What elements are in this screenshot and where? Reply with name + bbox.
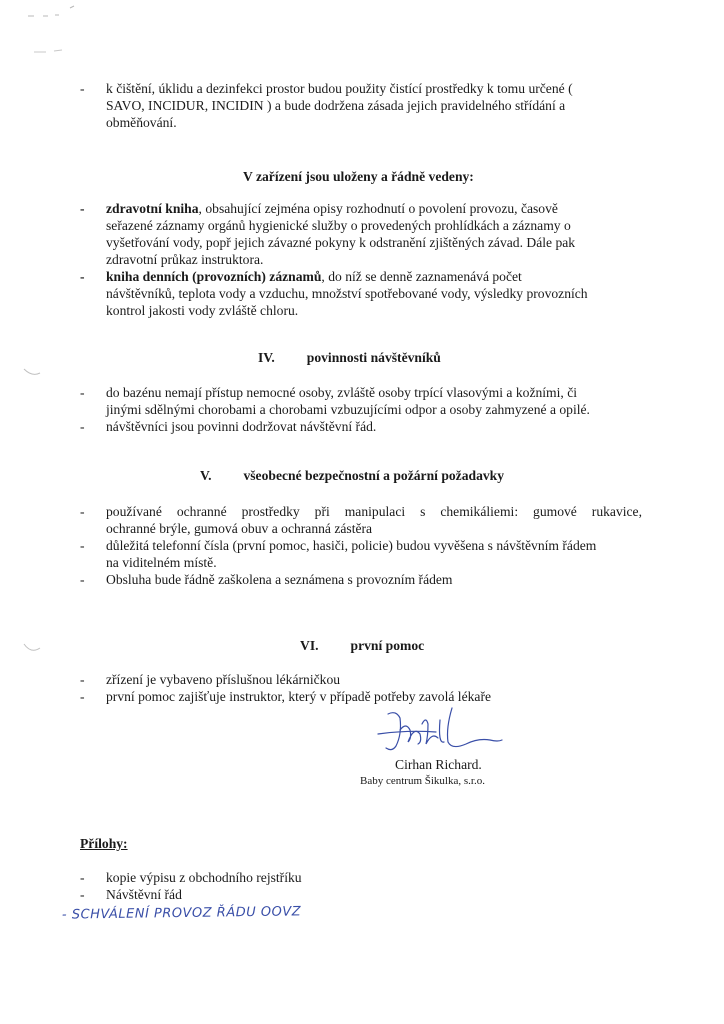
- text-line: SAVO, INCIDUR, INCIDIN ) a bude dodržena zásada jejich pravidelného střídání a: [106, 98, 566, 113]
- list-item-text: [106, 503, 642, 537]
- text-line: do bazénu nemají přístup nemocné osoby, zvláště osoby trpící vlasovými a kožními, či: [106, 385, 578, 400]
- text-line: důležitá telefonní čísla (první pomoc, hasiči, policie) budou vyvěšena s návštěvním řádem: [106, 538, 597, 553]
- records-section-heading: V zařízení jsou uloženy a řádně vedeny:: [243, 169, 474, 184]
- list-item-text: [106, 268, 588, 319]
- punch-hole-mark: [22, 642, 42, 656]
- text-line: zřízení je vybaveno příslušnou lékárničkou: [106, 672, 341, 687]
- text-line: na viditelném místě.: [106, 555, 217, 570]
- section-title: povinnosti návštěvníků: [306, 350, 441, 365]
- text-line: první pomoc zajišťuje instruktor, který v případě potřeby zavolá lékaře: [106, 689, 492, 704]
- scan-artifact-marks: [10, 0, 90, 60]
- text-line: jinými sdělnými chorobami a chorobami vzbuzujícími odpor a osoby zahmyzené a opilé.: [106, 402, 590, 417]
- text-line: návštěvníci jsou povinni dodržovat návštěvní řád.: [106, 419, 377, 434]
- term-bold: zdravotní kniha: [106, 201, 199, 216]
- term-bold: kniha denních (provozních) záznamů: [106, 269, 322, 284]
- section-title: první pomoc: [350, 638, 425, 653]
- list-item-text: [106, 537, 596, 571]
- list-item-text: [106, 571, 453, 588]
- section-number: V.: [200, 468, 212, 483]
- text-line: návštěvníků, teplota vody a vzduchu, množství spotřebované vody, výsledky provozních: [106, 286, 588, 301]
- attachments-heading: Přílohy:: [80, 836, 128, 851]
- section-number: IV.: [258, 350, 275, 365]
- section-title: všeobecné bezpečnostní a požární požadavky: [243, 468, 505, 483]
- signatory-company: Baby centrum Šikulka, s.r.o.: [360, 775, 485, 787]
- list-bullet: -: [80, 504, 85, 519]
- text-line: , obsahující zejména opisy rozhodnutí o povolení provozu, časově: [198, 201, 558, 216]
- section-v-heading: [200, 467, 504, 484]
- list-bullet: -: [80, 887, 85, 902]
- signatory-name: Cirhan Richard.: [395, 757, 482, 772]
- text-line: , do níž se denně zaznamenává počet: [321, 269, 522, 284]
- list-bullet: -: [80, 672, 85, 687]
- list-bullet: -: [80, 419, 85, 434]
- section-number: VI.: [300, 638, 319, 653]
- list-bullet: -: [80, 201, 85, 216]
- list-item-text: [106, 200, 575, 268]
- handwritten-signature: [366, 700, 506, 762]
- text-line: zdravotní průkaz instruktora.: [106, 252, 264, 267]
- list-item-text: [106, 384, 590, 418]
- list-item-text: [106, 418, 376, 435]
- list-bullet: -: [80, 572, 85, 587]
- handwritten-attachment-note: - SCHVÁLENÍ PROVOZ ŘÁDU OOVZ: [61, 904, 302, 923]
- attachment-text: kopie výpisu z obchodního rejstříku: [106, 870, 302, 885]
- list-bullet: -: [80, 385, 85, 400]
- text-line: Obsluha bude řádně zaškolena a seznámena s provozním řádem: [106, 572, 453, 587]
- text-line: kontrol jakosti vody zvláště chloru.: [106, 303, 299, 318]
- list-bullet: -: [80, 269, 85, 284]
- section-vi-heading: [300, 637, 424, 654]
- text-line: k čištění, úklidu a dezinfekci prostor budou použity čistící prostředky k tomu určené (: [106, 81, 573, 96]
- list-bullet: -: [80, 870, 85, 885]
- punch-hole-mark: [22, 365, 42, 379]
- list-bullet: -: [80, 538, 85, 553]
- list-bullet: -: [80, 81, 85, 96]
- list-item-text: [106, 80, 573, 131]
- list-item-text: [106, 671, 340, 688]
- section-iv-heading: [258, 349, 441, 366]
- text-line: ochranné brýle, gumová obuv a ochranná zástěra: [106, 521, 373, 536]
- text-line: používané ochranné prostředky při manipulaci s chemikáliemi: gumové rukavice,: [106, 504, 642, 519]
- attachment-text: Návštěvní řád: [106, 887, 182, 902]
- list-bullet: -: [80, 689, 85, 704]
- text-line: vyšetřování vody, popř jejich závazné pokyny k odstranění zjištěných závad. Dále pak: [106, 235, 576, 250]
- text-line: obměňování.: [106, 115, 177, 130]
- text-line: seřazené záznamy orgánů hygienické služby o provedených prohlídkách a záznamy o: [106, 218, 571, 233]
